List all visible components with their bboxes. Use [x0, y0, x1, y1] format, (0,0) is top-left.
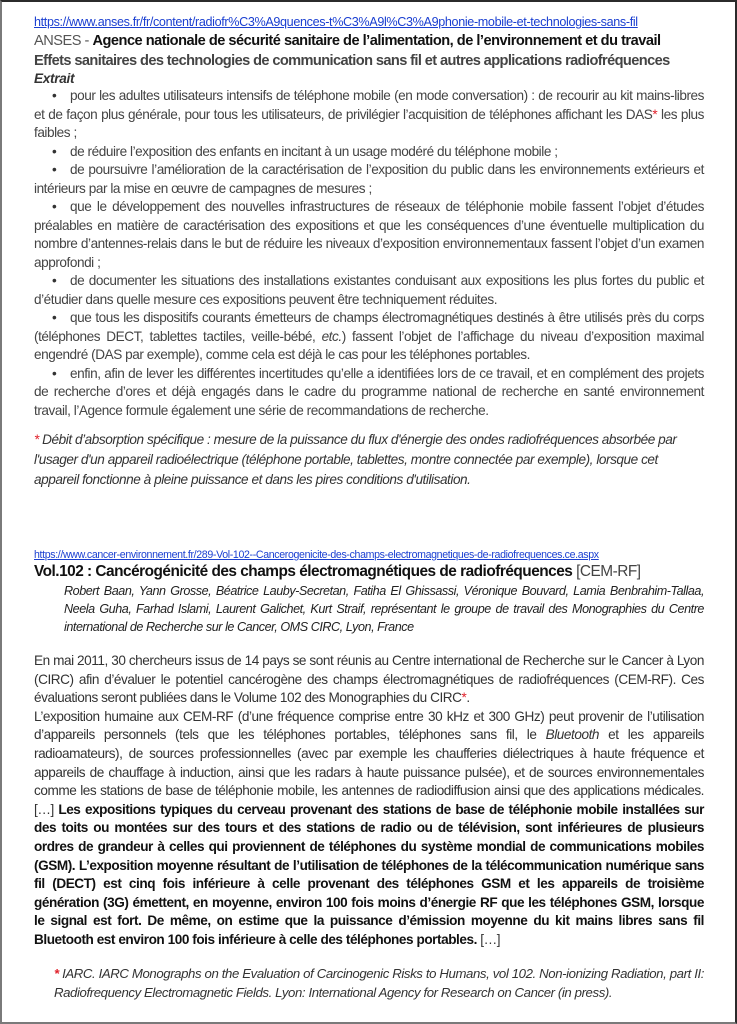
title-text: Vol.102 : Cancérogénicité des champs électromagnétiques de radiofréquences [34, 563, 577, 580]
anses-section [34, 14, 704, 490]
bullet-text: de poursuivre l’amélioration de la caractérisation de l’exposition du public dans les environnements extérieurs et intérieurs par la mise en œuvre de campagnes de mesures ; [34, 162, 704, 196]
bullet-text: pour les adultes utilisateurs intensifs de téléphone mobile (en mode conversation) : de recourir au kit mains-libres et de façon plus générale, pour tous les utilisateurs, de privilégier l’acquisition de téléphones affichant les DAS [34, 88, 704, 122]
asterisk-marker: * [652, 106, 658, 122]
footnote-text: IARC. IARC Monographs on the Evaluation of Carcinogenic Risks to Humans, vol 102. Non-ionizing Radiation, part II: Radiofrequency Electromagnetic Fields. Lyon: International Agency for Research on Cancer (in press). [54, 965, 704, 1000]
list-item [34, 198, 704, 272]
das-footnote [34, 430, 704, 490]
anses-org-line [34, 31, 704, 51]
italic-etc: etc. [321, 328, 342, 344]
para1-text: En mai 2011, 30 chercheurs issus de 14 pays se sont réunis au Centre international de Recherche sur le Cancer à Lyon (CIRC) afin d’évaluer le potentiel cancérogène des champs électromagnétiques de radiofréquences (CEM-RF). Ces évaluations seront publiées dans le Volume 102 des Monographies du CIRC [34, 653, 704, 706]
cancer-env-section [34, 548, 704, 1002]
para2-text-a: L’exposition humaine aux CEM-RF (d’une fréquence comprise entre 30 kHz et 300 GHz) peut provenir de l’utilisation d’appareils personnels (tels que les téléphones portables, téléphones sans fil, le [34, 708, 704, 743]
recommendation-list [34, 87, 704, 420]
bullet-text: enfin, afin de lever les différentes incertitudes qu’elle a identifiées lors de ce travail, et en complément des projets de recherche d’ores et déjà engagés dans le cadre du programme national de recherche en santé environnement travail, l’Agence formule également une série de recommandations de recherche. [34, 365, 704, 418]
body-paragraphs [34, 652, 704, 950]
list-item [34, 161, 704, 198]
para2-bold: Les expositions typiques du cerveau provenant des stations de base de téléphonie mobile installées sur des toits ou montées sur des tours et des stations de radio ou de télévision, sont inférieures de plusieurs ordres de grandeur à celles qui proviennent de téléphones du système mondial de communications mobiles (GSM). L’exposition moyenne résultant de l’utilisation de téléphones de la télécommunication numérique sans fil (DECT) est cinq fois inférieure à celle provenant des téléphones GSM et les appareils de troisième génération (3G) émettent, en moyenne, environ 100 fois moins d’énergie RF que les téléphones GSM, lorsque le signal est fort. De même, on estime que la puissance d’émission moyenne du kit mains libres sans fil Bluetooth est environ 100 fois inférieure à celle des téléphones portables. [34, 801, 705, 947]
asterisk-marker: * [54, 965, 59, 981]
list-item [34, 87, 704, 143]
para1-end: . [466, 690, 470, 706]
para2-italic: Bluetooth [545, 727, 600, 743]
cancer-env-link[interactable]: https://www.cancer-environnement.fr/289-Vol-102--Cancerogenicite-des-champs-electromagnetiques-de-radiofrequences.ce.aspx [34, 549, 599, 561]
asterisk-marker: * [34, 432, 39, 447]
paragraph-1 [34, 652, 704, 708]
bullet-icon: • [52, 88, 57, 103]
asterisk-marker: * [461, 690, 467, 706]
authors: Robert Baan, Yann Grosse, Béatrice Lauby-Secretan, Fatiha El Ghissassi, Véronique Bouvard, Lamia Benbrahim-Tallaa, Neela Guha, Farhad Islami, Laurent Galichet, Kurt Straif, représentant le groupe de travail des Monographies du Centre international de Recherche sur le Cancer, OMS CIRC, Lyon, France [64, 584, 704, 634]
paragraph-2 [34, 708, 704, 950]
footnote-text: Débit d’absorption spécifique : mesure de la puissance du flux d'énergie des ondes radiofréquences absorbée par l'usager d'un appareil radioélectrique (téléphone portable, tablettes, montre connectée par exemple), lorsque cet appareil fonctionne à pleine puissance et dans les pires conditions d'utilisation. [34, 432, 677, 487]
bullet-icon: • [52, 143, 57, 159]
org-name: Agence nationale de sécurité sanitaire de l’alimentation, de l’environnement et du travail [92, 33, 661, 49]
iarc-footnote [54, 964, 704, 1002]
bullet-icon: • [52, 199, 57, 214]
bullet-text: que tous les dispositifs courants émetteurs de champs électromagnétiques destinés à être utilisés près du corps (téléphones DECT, tablettes tactiles, veille-bébé, [34, 310, 704, 344]
bullet-text-end: ) fassent l’objet de l’affichage du niveau d’exposition maximal engendré (DAS par exemple), comme cela est déjà le cas pour les téléphones portables. [34, 328, 704, 362]
vol102-title [34, 562, 704, 582]
list-item [34, 143, 704, 162]
bullet-icon: • [52, 365, 57, 381]
org-abbr: ANSES - [34, 33, 93, 49]
bullet-text: de documenter les situations des installations existantes conduisant aux expositions les plus fortes du public et d’étudier dans quelle mesure ces expositions peuvent être techniquement réduites. [34, 273, 704, 307]
list-item [34, 309, 704, 365]
list-item [34, 272, 704, 309]
para2-end: […] [476, 931, 501, 947]
bullet-text: de réduire l’exposition des enfants en incitant à un usage modéré du téléphone mobile ; [70, 143, 558, 159]
list-item [34, 365, 704, 421]
title-tag: [CEM-RF] [576, 563, 641, 580]
bullet-icon: • [52, 162, 57, 177]
anses-subtitle: Effets sanitaires des technologies de communication sans fil et autres applications radiofréquences [34, 53, 670, 69]
extract-label: Extrait [34, 71, 75, 86]
bullet-icon: • [52, 273, 57, 288]
bullet-text-end: les plus faibles ; [34, 106, 704, 140]
bullet-icon: • [52, 310, 57, 325]
bullet-text: que le développement des nouvelles infrastructures de réseaux de téléphonie mobile fassent l’objet d’études préalables en matière de caractérisation des expositions et que les conséquences d’une éventuelle multiplication du nombre d’antennes-relais dans le but de réduire les niveaux d’exposition environnementaux fassent l’objet d’un examen approfondi ; [34, 199, 704, 270]
anses-link[interactable]: https://www.anses.fr/fr/content/radiofr%C3%A9quences-t%C3%A9l%C3%A9phonie-mobile-et-technologies-sans-fil [34, 15, 638, 29]
para2-text-b: et les appareils radioamateurs), de sources professionnelles (avec par exemple les chaufferies diélectriques à haute fréquence et appareils de chauffage à induction, ainsi que les radars à haute puissance pulsée), et de sources environnementales comme les stations de base de téléphonie mobile, les antennes de radiodiffusion ainsi que des applications médicales. […] [34, 727, 704, 817]
